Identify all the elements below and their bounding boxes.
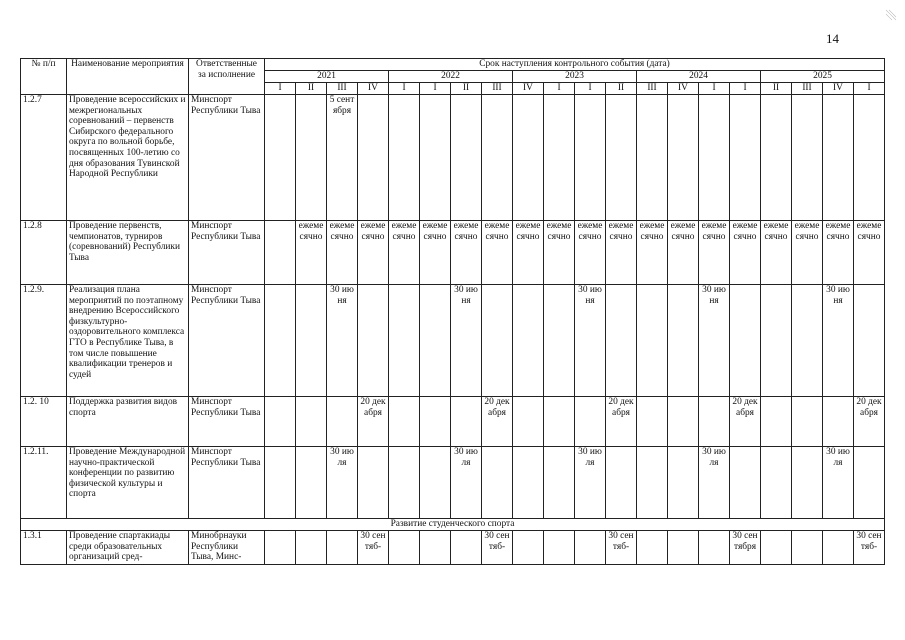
date-cell — [420, 447, 451, 519]
event-name: Проведение спартакиады среди образовательных организаций сред- — [67, 531, 189, 565]
date-cell — [265, 531, 296, 565]
date-cell: 30 сентября — [730, 531, 761, 565]
date-cell — [823, 95, 854, 221]
date-cell: 5 сентября — [327, 95, 358, 221]
date-cell — [420, 95, 451, 221]
date-cell — [296, 447, 327, 519]
date-cell: 30 сентяб- — [854, 531, 885, 565]
date-cell: ежемесячно — [823, 221, 854, 285]
year-header: 2022 — [389, 71, 513, 83]
date-cell: 20 декабря — [606, 397, 637, 447]
date-cell — [606, 285, 637, 397]
date-cell — [606, 447, 637, 519]
year-header: 2024 — [637, 71, 761, 83]
date-cell: ежемесячно — [637, 221, 668, 285]
date-cell: ежемесячно — [513, 221, 544, 285]
date-cell: ежемесячно — [451, 221, 482, 285]
date-cell — [296, 531, 327, 565]
date-cell — [482, 285, 513, 397]
date-cell: ежемесячно — [699, 221, 730, 285]
date-cell — [792, 531, 823, 565]
date-cell — [792, 447, 823, 519]
date-cell — [544, 397, 575, 447]
date-cell: ежемесячно — [575, 221, 606, 285]
table-row — [21, 285, 885, 397]
quarter-header: I — [544, 83, 575, 95]
date-cell — [420, 531, 451, 565]
date-cell — [265, 95, 296, 221]
event-name: Реализация плана мероприятий по поэтапному внедрению Всероссийского физкультурно-оздоровительного комплекса ГТО в Республике Тыва, в том числе повышение квалификации тренеров и судей — [67, 285, 189, 397]
date-cell — [544, 531, 575, 565]
date-cell — [327, 531, 358, 565]
date-cell — [513, 285, 544, 397]
quarter-header: II — [451, 83, 482, 95]
date-cell — [792, 285, 823, 397]
quarter-header: I — [854, 83, 885, 95]
date-cell — [699, 397, 730, 447]
table-row — [21, 397, 885, 447]
date-cell — [854, 95, 885, 221]
date-cell — [761, 447, 792, 519]
date-cell — [668, 95, 699, 221]
date-cell: 30 июля — [327, 447, 358, 519]
responsible: Минспорт Республики Тыва — [189, 447, 265, 519]
quarter-header: II — [296, 83, 327, 95]
section-title: Развитие студенческого спорта — [21, 519, 885, 531]
date-cell — [637, 95, 668, 221]
date-cell — [823, 531, 854, 565]
date-cell — [513, 531, 544, 565]
date-cell — [668, 285, 699, 397]
date-cell: ежемесячно — [296, 221, 327, 285]
date-cell: 30 сентяб- — [358, 531, 389, 565]
date-cell: 30 июля — [451, 447, 482, 519]
date-cell — [637, 397, 668, 447]
date-cell — [761, 397, 792, 447]
date-cell — [513, 397, 544, 447]
quarter-header: I — [389, 83, 420, 95]
date-cell: 30 июня — [823, 285, 854, 397]
date-cell — [668, 531, 699, 565]
date-cell: 30 июля — [575, 447, 606, 519]
date-cell: 30 июля — [699, 447, 730, 519]
responsible: Минспорт Республики Тыва — [189, 95, 265, 221]
page-number: 14 — [826, 31, 839, 46]
date-cell — [606, 95, 637, 221]
date-cell — [575, 531, 606, 565]
table-body — [21, 95, 885, 565]
quarter-header: IV — [668, 83, 699, 95]
row-number: 1.2.7 — [21, 95, 67, 221]
scan-corner-mark — [884, 8, 898, 22]
date-cell — [730, 285, 761, 397]
date-cell — [823, 397, 854, 447]
date-cell — [761, 95, 792, 221]
table-row — [21, 95, 885, 221]
date-cell: ежемесячно — [389, 221, 420, 285]
quarter-header: I — [420, 83, 451, 95]
date-cell: ежемесячно — [420, 221, 451, 285]
year-header: 2023 — [513, 71, 637, 83]
date-cell — [513, 95, 544, 221]
date-cell — [482, 447, 513, 519]
responsible: Минобрнауки Республики Тыва, Минс- — [189, 531, 265, 565]
date-cell — [296, 95, 327, 221]
quarter-header: II — [606, 83, 637, 95]
date-cell — [668, 447, 699, 519]
date-cell — [544, 447, 575, 519]
date-cell: 30 июня — [327, 285, 358, 397]
quarter-header: IV — [823, 83, 854, 95]
date-cell — [389, 447, 420, 519]
date-cell — [761, 531, 792, 565]
date-cell — [544, 95, 575, 221]
date-cell — [699, 95, 730, 221]
date-cell: 20 декабря — [730, 397, 761, 447]
date-cell: 30 июля — [823, 447, 854, 519]
date-cell — [575, 397, 606, 447]
date-cell — [265, 221, 296, 285]
responsible: Минспорт Республики Тыва — [189, 285, 265, 397]
date-cell: 30 сентяб- — [482, 531, 513, 565]
date-cell: 20 декабря — [854, 397, 885, 447]
date-cell: ежемесячно — [544, 221, 575, 285]
date-cell — [699, 531, 730, 565]
date-cell: ежемесячно — [358, 221, 389, 285]
date-cell — [265, 285, 296, 397]
section-row — [21, 519, 885, 531]
date-cell — [730, 95, 761, 221]
date-cell — [389, 397, 420, 447]
date-cell — [451, 531, 482, 565]
event-name: Поддержка развития видов спорта — [67, 397, 189, 447]
quarter-header: II — [761, 83, 792, 95]
date-cell — [668, 397, 699, 447]
quarter-header: III — [327, 83, 358, 95]
date-cell — [327, 397, 358, 447]
event-name: Проведение Международной научно-практической конференции по развитию физической культуры и спорта — [67, 447, 189, 519]
header-num: № п/п — [21, 59, 67, 95]
date-cell — [730, 447, 761, 519]
date-cell — [792, 397, 823, 447]
date-cell — [389, 285, 420, 397]
row-number: 1.2.9. — [21, 285, 67, 397]
quarter-header: III — [792, 83, 823, 95]
event-name: Проведение всероссийских и межрегиональных соревнований – первенств Сибирского федерального округа по вольной борьбе, посвященных 100-летию со дня образования Тувинской Народной Республики — [67, 95, 189, 221]
date-cell — [637, 447, 668, 519]
date-cell — [792, 95, 823, 221]
header-name: Наименование мероприятия — [67, 59, 189, 95]
header-period: Срок наступления контрольного события (дата) — [265, 59, 885, 71]
row-number: 1.2.8 — [21, 221, 67, 285]
quarter-header: IV — [513, 83, 544, 95]
date-cell: 30 июня — [699, 285, 730, 397]
date-cell: ежемесячно — [730, 221, 761, 285]
date-cell: ежемесячно — [606, 221, 637, 285]
date-cell — [637, 531, 668, 565]
quarter-header: I — [575, 83, 606, 95]
date-cell — [482, 95, 513, 221]
table-row — [21, 221, 885, 285]
row-number: 1.3.1 — [21, 531, 67, 565]
table-row — [21, 447, 885, 519]
date-cell — [296, 397, 327, 447]
date-cell — [296, 285, 327, 397]
quarter-header: IV — [358, 83, 389, 95]
date-cell — [513, 447, 544, 519]
date-cell: 20 декабря — [482, 397, 513, 447]
date-cell: 20 декабря — [358, 397, 389, 447]
date-cell — [265, 447, 296, 519]
table-row — [21, 531, 885, 565]
date-cell — [854, 447, 885, 519]
row-number: 1.2. 10 — [21, 397, 67, 447]
quarter-header: I — [730, 83, 761, 95]
date-cell — [575, 95, 606, 221]
date-cell — [854, 285, 885, 397]
date-cell — [358, 447, 389, 519]
year-header: 2021 — [265, 71, 389, 83]
date-cell: 30 июня — [451, 285, 482, 397]
date-cell: ежемесячно — [761, 221, 792, 285]
quarter-header: III — [637, 83, 668, 95]
date-cell — [420, 397, 451, 447]
date-cell — [761, 285, 792, 397]
date-cell: ежемесячно — [482, 221, 513, 285]
date-cell: ежемесячно — [668, 221, 699, 285]
schedule-table — [20, 58, 885, 565]
date-cell — [358, 285, 389, 397]
date-cell: ежемесячно — [792, 221, 823, 285]
header-responsible: Ответственные за исполнение — [189, 59, 265, 95]
event-name: Проведение первенств, чемпионатов, турниров (соревнований) Республики Тыва — [67, 221, 189, 285]
date-cell — [265, 397, 296, 447]
date-cell: ежемесячно — [327, 221, 358, 285]
quarter-header: I — [699, 83, 730, 95]
date-cell — [420, 285, 451, 397]
responsible: Минспорт Республики Тыва — [189, 397, 265, 447]
year-header: 2025 — [761, 71, 885, 83]
date-cell — [451, 397, 482, 447]
quarter-header: I — [265, 83, 296, 95]
responsible: Минспорт Республики Тыва — [189, 221, 265, 285]
quarter-header: III — [482, 83, 513, 95]
date-cell — [358, 95, 389, 221]
row-number: 1.2.11. — [21, 447, 67, 519]
date-cell — [389, 95, 420, 221]
date-cell — [544, 285, 575, 397]
date-cell — [637, 285, 668, 397]
date-cell — [389, 531, 420, 565]
date-cell — [451, 95, 482, 221]
date-cell: 30 июня — [575, 285, 606, 397]
date-cell: ежемесячно — [854, 221, 885, 285]
date-cell: 30 сентяб- — [606, 531, 637, 565]
